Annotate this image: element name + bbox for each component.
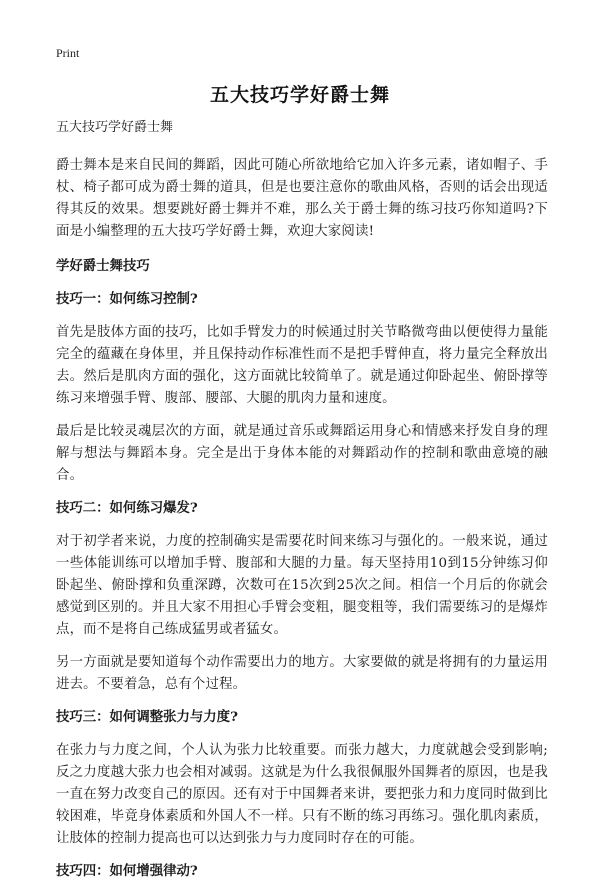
intro-paragraph: 爵士舞本是来自民间的舞蹈，因此可随心所欲地给它加入许多元素，诸如帽子、手杖、椅子都可成为爵士舞的道具，但是也要注意你的歌曲风格，否则的话会出现适得其反的效果。想要跳好爵士舞并不难，那么关于爵士舞的练习技巧你知道吗?下面是小编整理的五大技巧学好爵士舞，欢迎大家阅读!	[56, 158, 548, 239]
tip1-paragraph-2: 最后是比较灵魂层次的方面，就是通过音乐或舞蹈运用身心和情感来抒发自身的理解与想法与舞蹈本身。完全是出于身体本能的对舞蹈动作的控制和歌曲意境的融合。	[56, 424, 548, 483]
article-body	[56, 119, 548, 894]
tip2-heading: 技巧二：如何练习爆发?	[56, 500, 198, 516]
tip1-heading: 技巧一：如何练习控制?	[56, 291, 198, 307]
tip3-paragraph-1: 在张力与力度之间，个人认为张力比较重要。而张力越大，力度就越会受到影响;反之力度越大张力也会相对减弱。这就是为什么我很佩服外国舞者的原因，也是我一直在努力改变自己的原因。还有对于中国舞者来讲，要把张力和力度同时做到比较困难，毕竟身体素质和外国人不一样。只有不断的练习再练习。强化肌肉素质，让肢体的控制力提高也可以达到张力与力度同时存在的可能。	[56, 743, 548, 846]
article-subtitle: 五大技巧学好爵士舞	[56, 120, 174, 135]
tip2-paragraph-2: 另一方面就是要知道每个动作需要出力的地方。大家要做的就是将拥有的力量运用进去。不要着急，总有个过程。	[56, 655, 548, 692]
page-title: 五大技巧学好爵士舞	[209, 84, 390, 106]
tip3-heading: 技巧三：如何调整张力与力度?	[56, 709, 238, 725]
tip4-heading: 技巧四：如何增强律动?	[56, 863, 198, 879]
tip2-paragraph-1: 对于初学者来说，力度的控制确实是需要花时间来练习与强化的。一般来说，通过一些体能训练可以增加手臂、腹部和大腿的力量。每天坚持用10到15分钟练习仰卧起坐、俯卧撑和负重深蹲，次数可在15次到25次之间。相信一个月后的你就会感觉到区别的。并且大家不用担心手臂会变粗，腿变粗等，我们需要练习的是爆炸点，而不是将自己练成猛男或者猛女。	[56, 534, 548, 637]
tip1-paragraph-1: 首先是肢体方面的技巧，比如手臂发力的时候通过肘关节略微弯曲以便使得力量能完全的蕴藏在身体里，并且保持动作标准性而不是把手臂伸直，将力量完全释放出去。然后是肌肉方面的强化，这方面就比较简单了。就是通过仰卧起坐、俯卧撑等练习来增强手臂、腹部、腰部、大腿的肌肉力量和速度。	[56, 325, 548, 406]
print-link[interactable]: Print	[56, 46, 80, 60]
section-heading: 学好爵士舞技巧	[56, 258, 150, 274]
